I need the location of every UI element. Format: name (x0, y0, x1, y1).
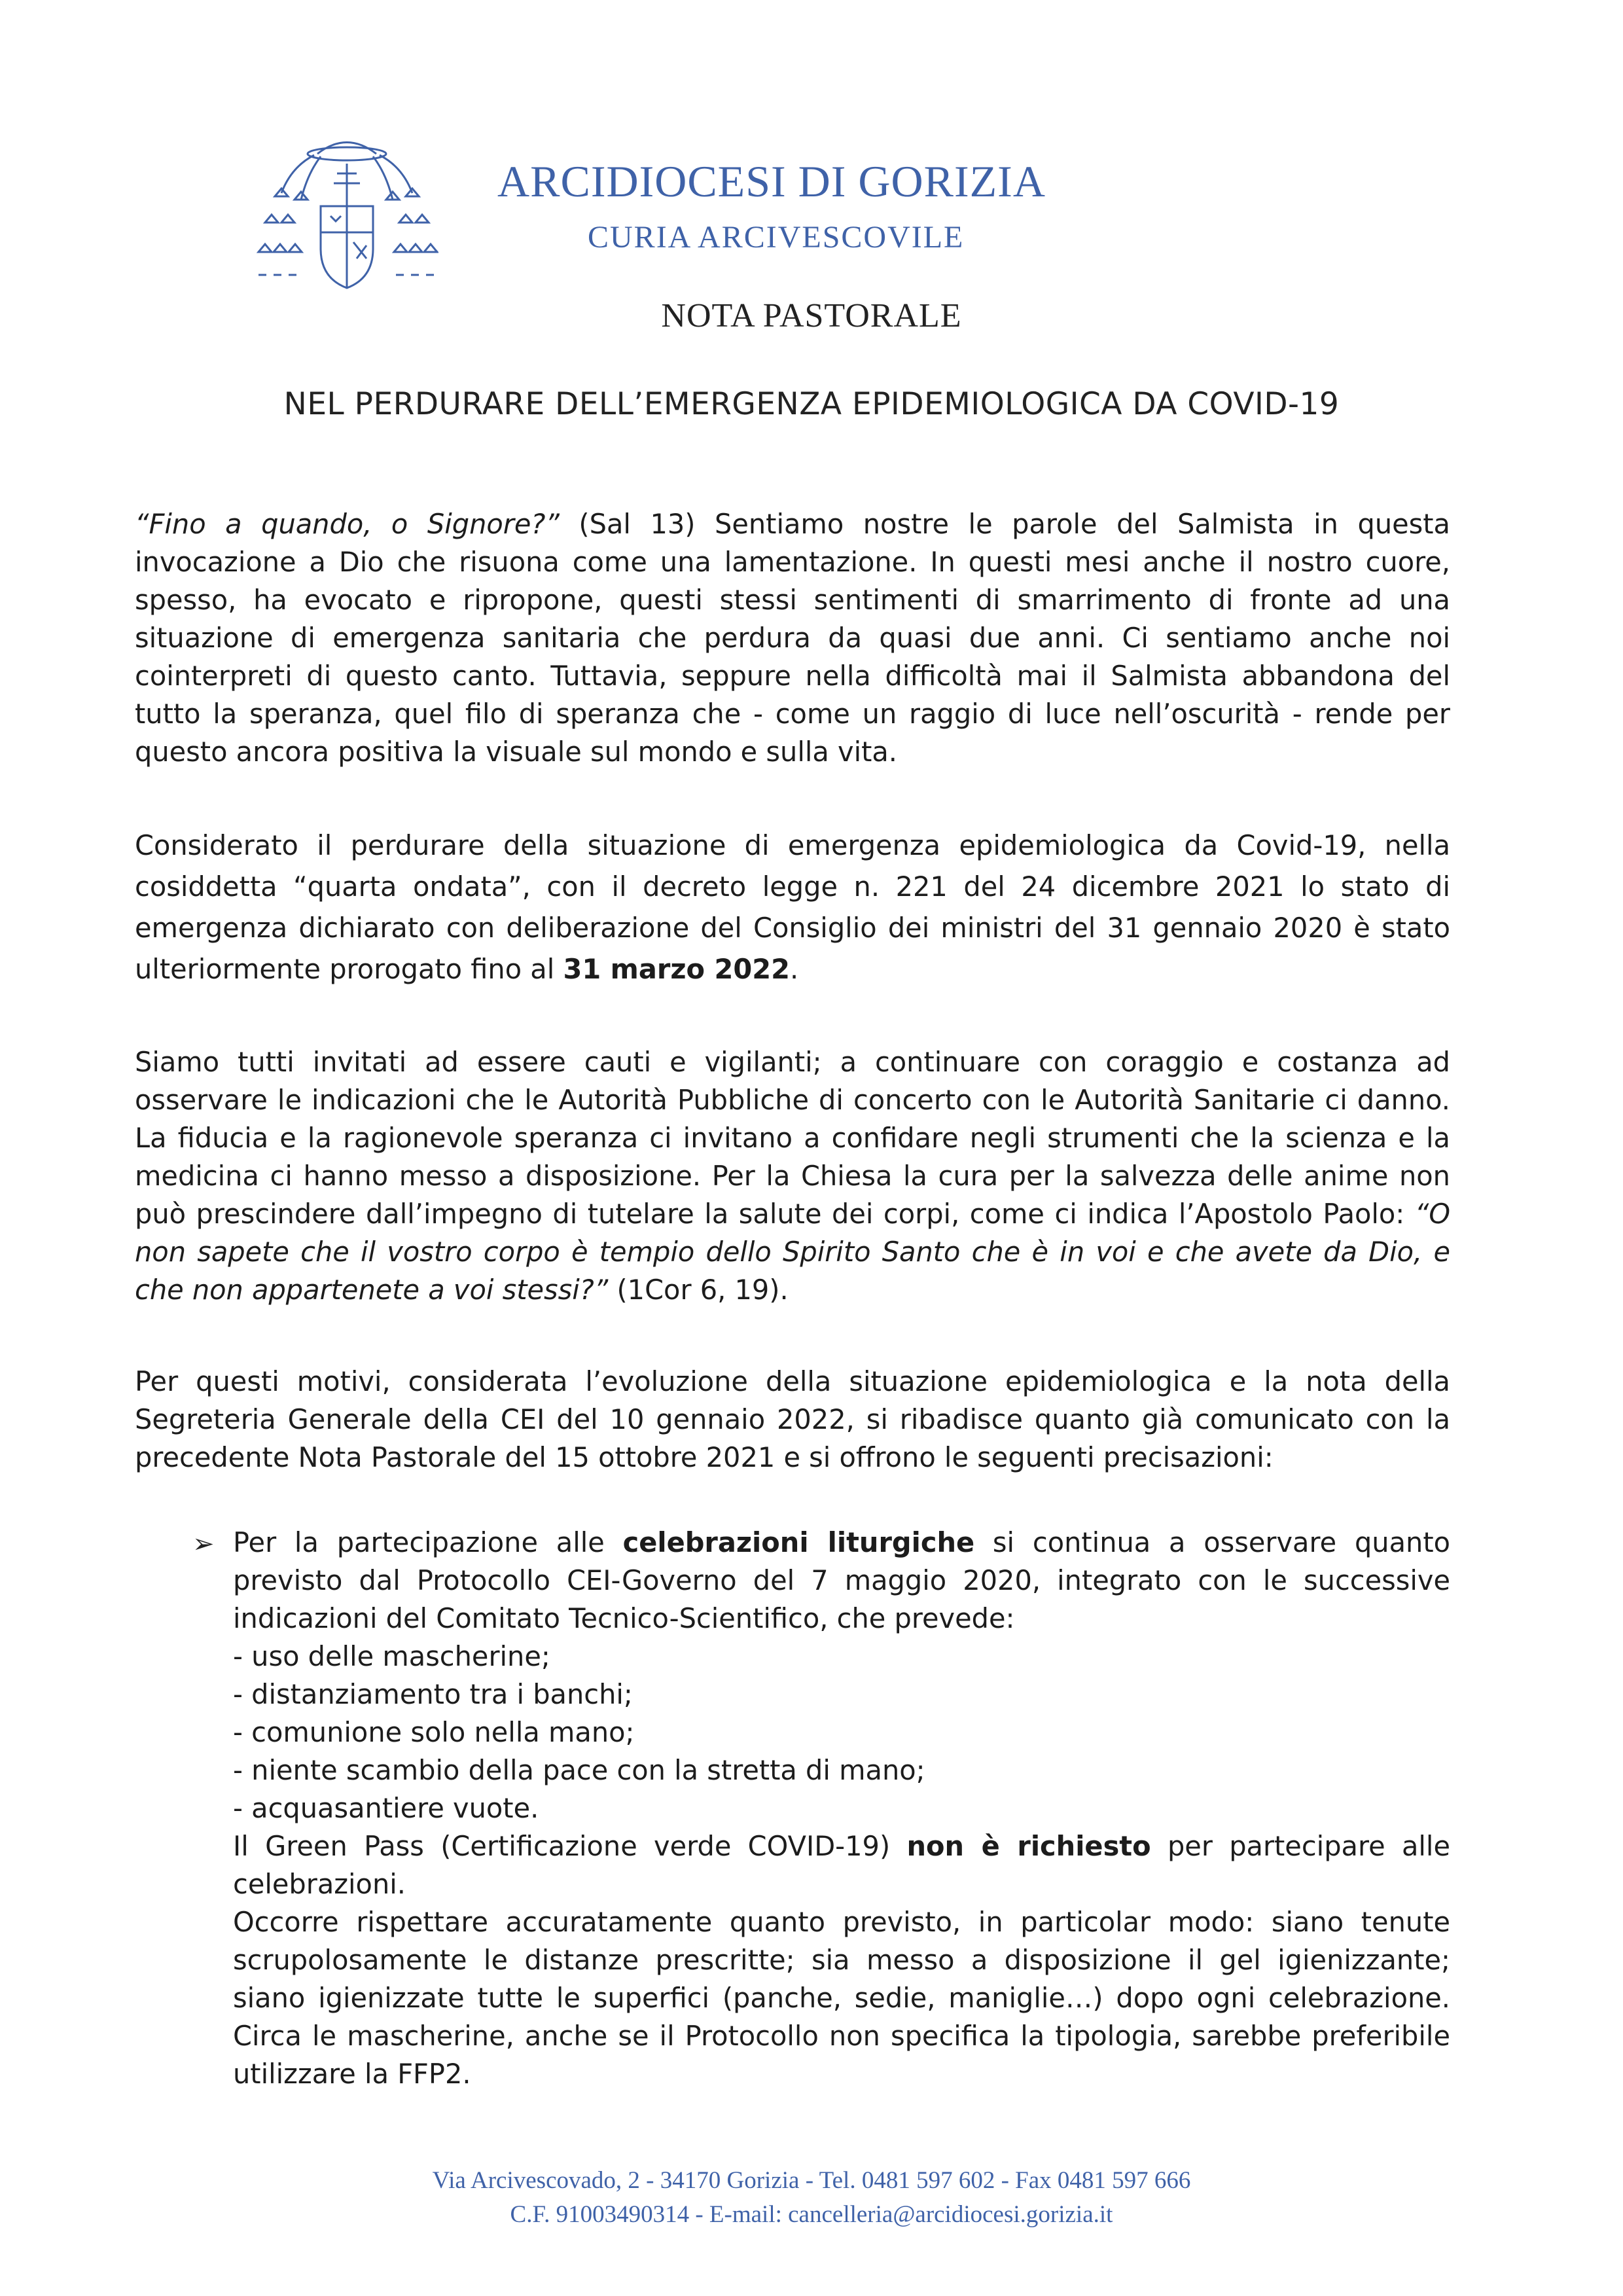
arrow-bullet-icon: ➢ (192, 1529, 215, 1559)
scripture-quote: “O non sapete che il vostro corpo è tempio dello Spirito Santo che è in voi e che avete da Dio, e che non appartenete a voi stessi?” (135, 1198, 1450, 1306)
item-intro-text: Per la partecipazione alle (233, 1526, 623, 1558)
item-intro (233, 1524, 1450, 1638)
footer (0, 2164, 1623, 2232)
sub-item-peace: - niente scambio della pace con la stretta di mano; (233, 1754, 925, 1786)
document-body (135, 505, 1450, 2093)
green-pass-bold: non è richiesto (906, 1830, 1151, 1862)
item-intro-bold: celebrazioni liturgiche (622, 1526, 975, 1558)
sub-item-masks: - uso delle mascherine; (233, 1640, 550, 1672)
organization-name: ARCIDIOCESI DI GORIZIA (497, 156, 1046, 206)
list-item (135, 1524, 1450, 2093)
green-pass-text-end: per partecipare alle celebrazioni. (233, 1830, 1450, 1900)
document-type: NOTA PASTORALE (661, 297, 962, 334)
paragraph-end: (1Cor 6, 19). (608, 1274, 789, 1306)
footer-address: Via Arcivescovado, 2 - 34170 Gorizia - Tel. 0481 597 602 - Fax 0481 597 666 (432, 2167, 1191, 2194)
coat-of-arms-icon (255, 134, 438, 291)
deadline-date: 31 marzo 2022 (563, 953, 790, 985)
paragraph-text: Siamo tutti invitati ad essere cauti e vigilanti; a continuare con coraggio e costanza ad osservare le indicazioni che le Autorità Pubbliche di concerto con le Autorità Sanitarie ci danno. La fiducia e la ragionevole speranza ci invitano a confidare negli strumenti che la scienza e la medicina ci hanno messo a disposizione. Per la Chiesa la cura per la salvezza delle anime non può prescindere dall’impegno di tutelare la salute dei corpi, come ci indica l’Apostolo Paolo: (135, 1046, 1450, 1230)
sub-item-holy-water: - acquasantiere vuote. (233, 1792, 539, 1824)
document-title: NEL PERDURARE DELL’EMERGENZA EPIDEMIOLOGICA DA COVID-19 (283, 386, 1340, 422)
footer-contact: C.F. 91003490314 - E-mail: cancelleria@arcidiocesi.gorizia.it (510, 2201, 1113, 2228)
green-pass-text: Il Green Pass (Certificazione verde COVID-19) (233, 1830, 907, 1862)
sub-item-communion: - comunione solo nella mano; (233, 1716, 635, 1748)
paragraph-text: Considerato il perdurare della situazione di emergenza epidemiologica da Covid-19, nella cosiddetta “quarta ondata”, con il decreto legge n. 221 del 24 dicembre 2021 lo stato di emergenza dichiarato con deliberazione del Consiglio dei ministri del 31 gennaio 2020 è stato ulteriormente prorogato fino al (135, 829, 1450, 985)
paragraph-4 (135, 1363, 1450, 1477)
sub-item-distancing: - distanziamento tra i banchi; (233, 1678, 633, 1710)
paragraph-end: . (789, 953, 799, 985)
psalm-quote: “Fino a quando, o Signore?” (135, 508, 560, 540)
precisazioni-list (135, 1524, 1450, 2093)
paragraph-text: Per questi motivi, considerata l’evoluzione della situazione epidemiologica e la nota della Segreteria Generale della CEI del 10 gennaio 2022, si ribadisce quanto già comunicato con la precedente Nota Pastorale del 15 ottobre 2021 e si offrono le seguenti precisazioni: (135, 1365, 1450, 1473)
paragraph-2 (135, 825, 1450, 990)
green-pass-note (233, 1827, 1450, 1903)
paragraph-text: (Sal 13) Sentiamo nostre le parole del Salmista in questa invocazione a Dio che risuona come una lamentazione. In questi mesi anche il nostro cuore, spesso, ha evocato e ripropone, questi stessi sentimenti di smarrimento di fronte ad una situazione di emergenza sanitaria che perdura da quasi due anni. Ci sentiamo anche noi cointerpreti di questo canto. Tuttavia, seppure nella difficoltà mai il Salmista abbandona del tutto la speranza, quel filo di speranza che - come un raggio di luce nell’oscurità - rende per questo ancora positiva la visuale sul mondo e sulla vita. (135, 508, 1450, 768)
paragraph-3 (135, 1043, 1450, 1309)
organization-subtitle: CURIA ARCIVESCOVILE (588, 220, 965, 255)
closing-note: Occorre rispettare accuratamente quanto previsto, in particolar modo: siano tenute scrupolosamente le distanze prescritte; sia messo a disposizione il gel igienizzante; siano igienizzate tutte le superfici (panche, sedie, maniglie…) dopo ogni celebrazione. Circa le mascherine, anche se il Protocollo non specifica la tipologia, sarebbe preferibile utilizzare la FFP2. (233, 1906, 1450, 2090)
paragraph-1 (135, 505, 1450, 771)
item-intro-text-end: si continua a osservare quanto previsto dal Protocollo CEI-Governo del 7 maggio 2020, integrato con le successive indicazioni del Comitato Tecnico-Scientifico, che prevede: (233, 1526, 1450, 1634)
